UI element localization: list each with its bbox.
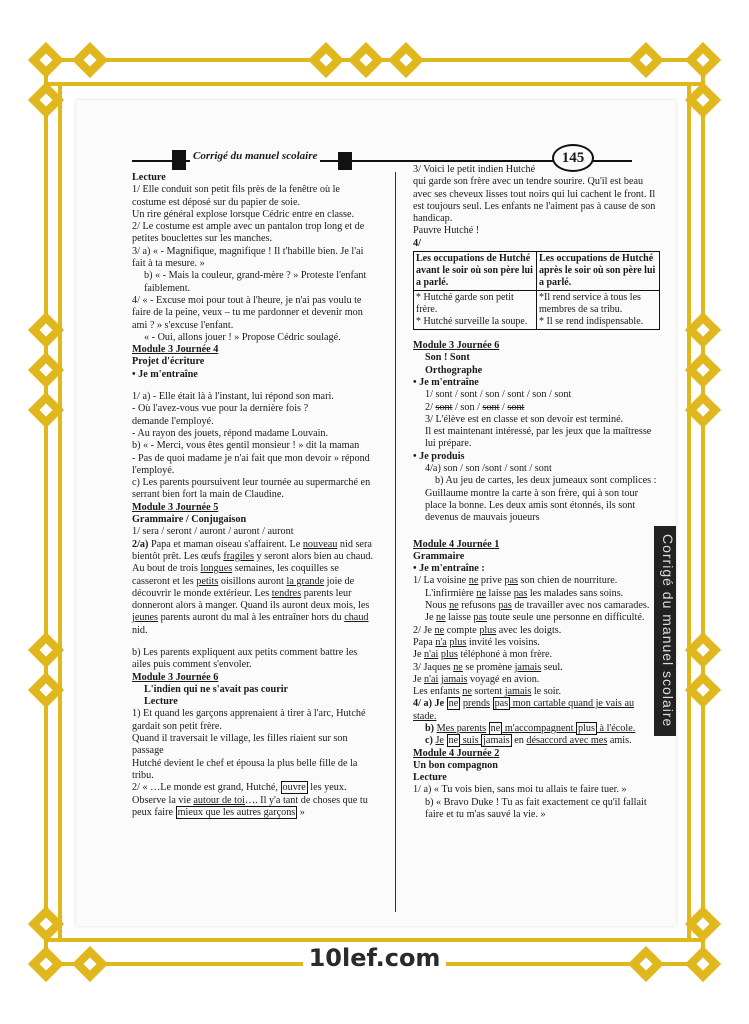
section-subtitle: Grammaire / Conjugaison bbox=[132, 514, 247, 526]
boxed-word: mieux que les autres garçons bbox=[177, 806, 296, 818]
section-subtitle: Lecture bbox=[144, 696, 178, 708]
text-run: nid sera bientôt prêt. Les œufs bbox=[132, 538, 372, 562]
column-divider bbox=[395, 172, 396, 912]
text-run: refusons bbox=[458, 600, 499, 612]
answer-line bbox=[413, 735, 657, 747]
underlined-word: ne bbox=[468, 575, 479, 587]
text-run: toute seule une personne en difficulté. bbox=[487, 612, 645, 624]
text-run: 4/ a) Je bbox=[413, 698, 447, 710]
answer-line bbox=[413, 402, 657, 414]
section-bullet: • Je m'entraîne bbox=[132, 368, 198, 380]
section-title: Module 3 Journée 6 bbox=[413, 340, 500, 352]
boxed-word: ne bbox=[490, 722, 501, 734]
answer-line: b) « - Merci, vous êtes gentil monsieur ! » dit la maman bbox=[132, 440, 360, 452]
header-title: Corrigé du manuel scolaire bbox=[190, 150, 320, 162]
text-run: son chien de nourriture. bbox=[518, 575, 618, 587]
answer-line: Hutché devient le chef et épousa la plus belle fille de la tribu. bbox=[132, 757, 358, 781]
page-number: 145 bbox=[552, 144, 594, 172]
answer-line: - Pas de quoi madame je n'ai fait que mon devoir » répond l'employé. bbox=[132, 452, 370, 476]
struck-word: sont bbox=[507, 401, 525, 413]
underlined-word: m'accompagnent bbox=[502, 722, 576, 734]
underlined-word: ne bbox=[453, 661, 463, 673]
boxed-word: ouvre bbox=[282, 782, 306, 794]
answer-line: Il est maintenant intéressé, par les jeux que la maîtresse lui prépare. bbox=[425, 426, 652, 450]
underlined-word: Je bbox=[435, 735, 444, 747]
text-run: parents auront du mal à les entraîner hors du bbox=[158, 612, 345, 624]
section-title: Module 3 Journée 6 bbox=[132, 671, 219, 683]
footer-site bbox=[0, 944, 749, 972]
header-block bbox=[338, 152, 352, 170]
section-title: Lecture bbox=[132, 172, 166, 183]
underlined-word: plus bbox=[449, 636, 467, 648]
text-run: » bbox=[297, 806, 305, 818]
text-run: 2/ « …Le monde est grand, Hutché, bbox=[132, 782, 281, 794]
header-block bbox=[172, 150, 186, 170]
table-cell bbox=[414, 291, 537, 330]
text-run: les malades sans soins. bbox=[527, 587, 624, 599]
underlined-word: jamais bbox=[514, 661, 542, 673]
table-cell bbox=[537, 291, 660, 330]
text-run: …. Il y'a tant de choses que tu peux faire bbox=[132, 794, 368, 818]
side-strip: Corrigé du manuel scolaire bbox=[654, 526, 676, 736]
text-run: y seront alors bien au chaud. Au bout de trois bbox=[132, 550, 374, 575]
right-column bbox=[413, 164, 657, 821]
underlined-word: n'ai bbox=[424, 673, 439, 685]
answer-line: 4/a) son / son /sont / sont / sont bbox=[425, 463, 552, 475]
section-subtitle: Grammaire bbox=[413, 550, 465, 562]
answer-line: - Où l'avez-vous vue pour la dernière fois ? bbox=[132, 403, 309, 415]
underlined-word: jamais bbox=[504, 686, 532, 698]
section-subtitle: Projet d'écriture bbox=[132, 356, 205, 368]
underlined-word: désaccord avec mes bbox=[526, 735, 608, 747]
text-run: avec les doigts. bbox=[496, 624, 562, 636]
text-run: les yeux. Observe la vie bbox=[132, 782, 347, 806]
occupations-table bbox=[413, 251, 660, 330]
answer-line: Pauvre Hutché ! bbox=[413, 225, 480, 237]
text-run: / bbox=[499, 401, 508, 413]
text-run: 1/ La voisine bbox=[413, 575, 469, 587]
text-run: / son / bbox=[452, 401, 483, 413]
underlined-word: ne bbox=[462, 686, 472, 698]
answer-line: 4/ « - Excuse moi pour tout à l'heure, je n'ai pas voulu te faire de la peine, veux – tu me pardonner et devenir mon ami ? » s'excuse l'enfant. bbox=[132, 294, 363, 331]
boxed-word: ne bbox=[448, 735, 459, 747]
section-bullet: • Je m'entraîne bbox=[413, 376, 479, 388]
text-run: oisillons auront bbox=[218, 575, 287, 587]
boxed-word: jamais bbox=[483, 735, 510, 747]
answer-line bbox=[413, 612, 657, 624]
section-title: Module 4 Journée 2 bbox=[413, 747, 500, 759]
answer-line: 4/ bbox=[413, 237, 421, 249]
section-subtitle: Lecture bbox=[413, 772, 447, 784]
answer-line: b) « Bravo Duke ! Tu as fait exactement ce qu'il fallait faire et tu m'as sauvé la vie. » bbox=[425, 796, 647, 821]
text-run: laisse bbox=[445, 612, 474, 624]
answer-line: Un rire général explose lorsque Cédric entre en classe. bbox=[132, 208, 355, 220]
text-run: L'infirmière bbox=[425, 587, 477, 599]
cell-line: * Hutché surveille la soupe. bbox=[416, 316, 528, 328]
underlined-word: ne bbox=[434, 624, 445, 636]
text-run: en bbox=[511, 735, 527, 747]
text-run: voyagé en avion. bbox=[467, 673, 540, 685]
answer-line bbox=[413, 662, 657, 674]
underlined-word: ne bbox=[476, 587, 486, 599]
answer-line: « - Oui, allons jouer ! » Propose Cédric soulagé. bbox=[144, 331, 341, 343]
answer-line: 1) Et quand les garçons apprenaient à tirer à l'arc, Hutché gardait son petit frère. bbox=[132, 708, 366, 732]
answer-line: 2/ Le costume est ample avec un pantalon trop long et de petites bouclettes sur les manches. bbox=[132, 221, 365, 245]
text-run: Je bbox=[413, 649, 425, 661]
answer-line: c) Les parents poursuivent leur tournée au supermarché en serrant bien fort la main de Claudine. bbox=[132, 477, 371, 501]
text-run: compte bbox=[444, 624, 480, 636]
text-run: amis. bbox=[607, 735, 632, 747]
section-subtitle: Son ! Sont bbox=[425, 352, 470, 364]
text-run: Papa bbox=[413, 636, 436, 648]
answer-line: 3/ L'élève est en classe et son devoir est terminé. bbox=[425, 413, 624, 425]
section-bullet: • Je produis bbox=[413, 450, 465, 462]
answer-line: 1/ Elle conduit son petit fils près de la fenêtre où le costume est déposé sur du papier de soie. bbox=[132, 184, 340, 208]
answer-line: b) « - Mais la couleur, grand-mère ? » Proteste l'enfant faiblement. bbox=[144, 270, 367, 294]
text-run: le soir. bbox=[531, 686, 561, 698]
section-subtitle: Un bon compagnon bbox=[413, 759, 498, 771]
answer-line: b) Au jeu de cartes, les deux jumeaux sont complices : bbox=[435, 475, 657, 487]
answer-line bbox=[413, 698, 657, 723]
table-row bbox=[414, 252, 660, 291]
section-title: Module 3 Journée 4 bbox=[132, 344, 219, 356]
text-run: semaines, les coquilles se casseront et les bbox=[132, 563, 339, 587]
answer-line: 1/ a) - Elle était là à l'instant, lui répond son mari. bbox=[132, 391, 334, 403]
answer-line: 1/ a) « Tu vois bien, sans moi tu allais te faire tuer. » bbox=[413, 784, 627, 796]
underlined-word: ne bbox=[449, 600, 459, 612]
text-run: de travailler avec nos camarades. bbox=[511, 600, 650, 612]
section-title: Module 4 Journée 1 bbox=[413, 538, 500, 550]
text-run: Je bbox=[413, 673, 425, 685]
underlined-word: ne bbox=[436, 612, 446, 624]
left-column bbox=[132, 172, 374, 819]
text-run: téléphoné à mon frère. bbox=[457, 649, 553, 661]
answer-line: Guillaume montre la carte à son frère, qui à son tour place la bonne. Les deux amis sont étonnés, ils sont devenus de mauvais joueurs bbox=[425, 487, 639, 524]
answer-line bbox=[413, 575, 657, 587]
underlined-word: pas bbox=[513, 587, 528, 599]
text-run: joie de découvrir le monde extérieur. Les bbox=[132, 575, 355, 599]
text-run: seul. bbox=[541, 661, 563, 673]
underlined-word: à l'école. bbox=[596, 722, 636, 734]
text-run: parents leur donneront alors à manger. Quand ils auront deux mois, les bbox=[132, 587, 370, 612]
underlined-word: n'ai bbox=[424, 649, 439, 661]
text-run: c) bbox=[425, 735, 436, 747]
text-run: laisse bbox=[485, 587, 514, 599]
underlined-word: pas bbox=[498, 600, 512, 612]
section-subtitle: Orthographe bbox=[425, 364, 483, 376]
cell-line: *Il rend service à tous les membres de sa tribu. bbox=[539, 292, 641, 316]
answer-paragraph bbox=[132, 539, 374, 637]
section-bullet: • Je m'entraîne : bbox=[413, 563, 485, 575]
text-run: Je bbox=[425, 612, 437, 624]
underlined-word: chaud bbox=[344, 612, 369, 624]
text-run: b) bbox=[425, 722, 437, 734]
underlined-word: autour de toi bbox=[193, 794, 245, 806]
struck-word: sont bbox=[482, 401, 500, 413]
underlined-word: jeunes bbox=[132, 612, 159, 624]
answer-line bbox=[413, 637, 657, 649]
underlined-word: nouveau bbox=[302, 538, 338, 550]
underlined-word: n'a bbox=[435, 636, 447, 648]
answer-line: 3/ Voici le petit indien Hutché bbox=[413, 164, 536, 175]
text-run: Papa et maman oiseau s'affairent. Le bbox=[148, 538, 303, 550]
struck-word: sont bbox=[435, 401, 453, 413]
underlined-word: tendres bbox=[271, 587, 302, 599]
table-header-cell: Les occupations de Hutché avant le soir où son père lui a parlé. bbox=[414, 252, 537, 291]
text-run: 2/ bbox=[425, 401, 436, 413]
text-run: Les enfants bbox=[413, 686, 463, 698]
underlined-word: jamais bbox=[440, 673, 468, 685]
answer-paragraph bbox=[132, 782, 374, 819]
underlined-word: petits bbox=[196, 575, 219, 587]
site-name: 10lef.com bbox=[303, 944, 447, 972]
underlined-word: suis bbox=[460, 735, 482, 747]
text-run: prive bbox=[478, 575, 505, 587]
text-run: sortent bbox=[471, 686, 505, 698]
underlined-word: pas bbox=[504, 575, 518, 587]
underlined-word: plus bbox=[440, 649, 458, 661]
answer-line: qui garde son frère avec un tendre sourire. Qu'il est beau avec ses cheveux lisses tout noirs qui lui cachent le front. Il est toujours seul. Les enfants ne l'aiment pas à cause de son handicap. bbox=[413, 176, 656, 225]
answer-line bbox=[413, 600, 657, 612]
boxed-word: plus bbox=[577, 722, 595, 734]
text-run: 3/ Jaques bbox=[413, 661, 454, 673]
answer-line: 1/ sera / seront / auront / auront / auront bbox=[132, 526, 294, 538]
answer-line: b) Les parents expliquent aux petits comment battre les ailes puis comment s'envoler. bbox=[132, 646, 358, 671]
underlined-word: pas bbox=[473, 612, 487, 624]
underlined-word: longues bbox=[200, 563, 233, 575]
section-title: Module 3 Journée 5 bbox=[132, 501, 219, 513]
boxed-word: pas bbox=[494, 698, 509, 710]
item-number: 2/a) bbox=[132, 538, 149, 550]
answer-line bbox=[413, 649, 657, 661]
answer-line: - Au rayon des jouets, répond madame Louvain. bbox=[132, 427, 329, 439]
table-header-cell: Les occupations de Hutché après le soir où son père lui a parlé. bbox=[537, 252, 660, 291]
text-run: 2/ Je bbox=[413, 624, 435, 636]
table-row bbox=[414, 291, 660, 330]
cell-line: * Hutché garde son petit frère. bbox=[416, 292, 514, 316]
answer-line: 1/ sont / sont / son / sont / son / sont bbox=[425, 389, 572, 401]
answer-line bbox=[413, 588, 657, 600]
answer-line bbox=[413, 625, 657, 637]
cell-line: * Il se rend indispensable. bbox=[539, 316, 644, 328]
answer-line bbox=[413, 674, 657, 686]
underlined-word: prends bbox=[462, 698, 491, 710]
text-run: nid. bbox=[132, 624, 148, 636]
answer-line: 3/ a) « - Magnifique, magnifique ! Il t'habille bien. Je l'ai fait à ta mesure. » bbox=[132, 245, 364, 270]
answer-line: Quand il traversait le village, les filles riaient sur son passage bbox=[132, 733, 348, 757]
text-run: se promène bbox=[462, 661, 515, 673]
underlined-word: mon cartable quand je vais au stade. bbox=[413, 698, 635, 722]
underlined-word: Mes parents bbox=[436, 722, 487, 734]
underlined-word: la grande bbox=[286, 575, 325, 587]
text-run: invité les voisins. bbox=[466, 636, 540, 648]
underlined-word: fragiles bbox=[223, 550, 254, 562]
text-run: Nous bbox=[425, 600, 450, 612]
section-subtitle: L'indien qui ne s'avait pas courir bbox=[144, 683, 289, 695]
boxed-word: ne bbox=[448, 698, 459, 710]
underlined-word: plus bbox=[479, 624, 497, 636]
answer-line: demande l'employé. bbox=[132, 415, 214, 427]
